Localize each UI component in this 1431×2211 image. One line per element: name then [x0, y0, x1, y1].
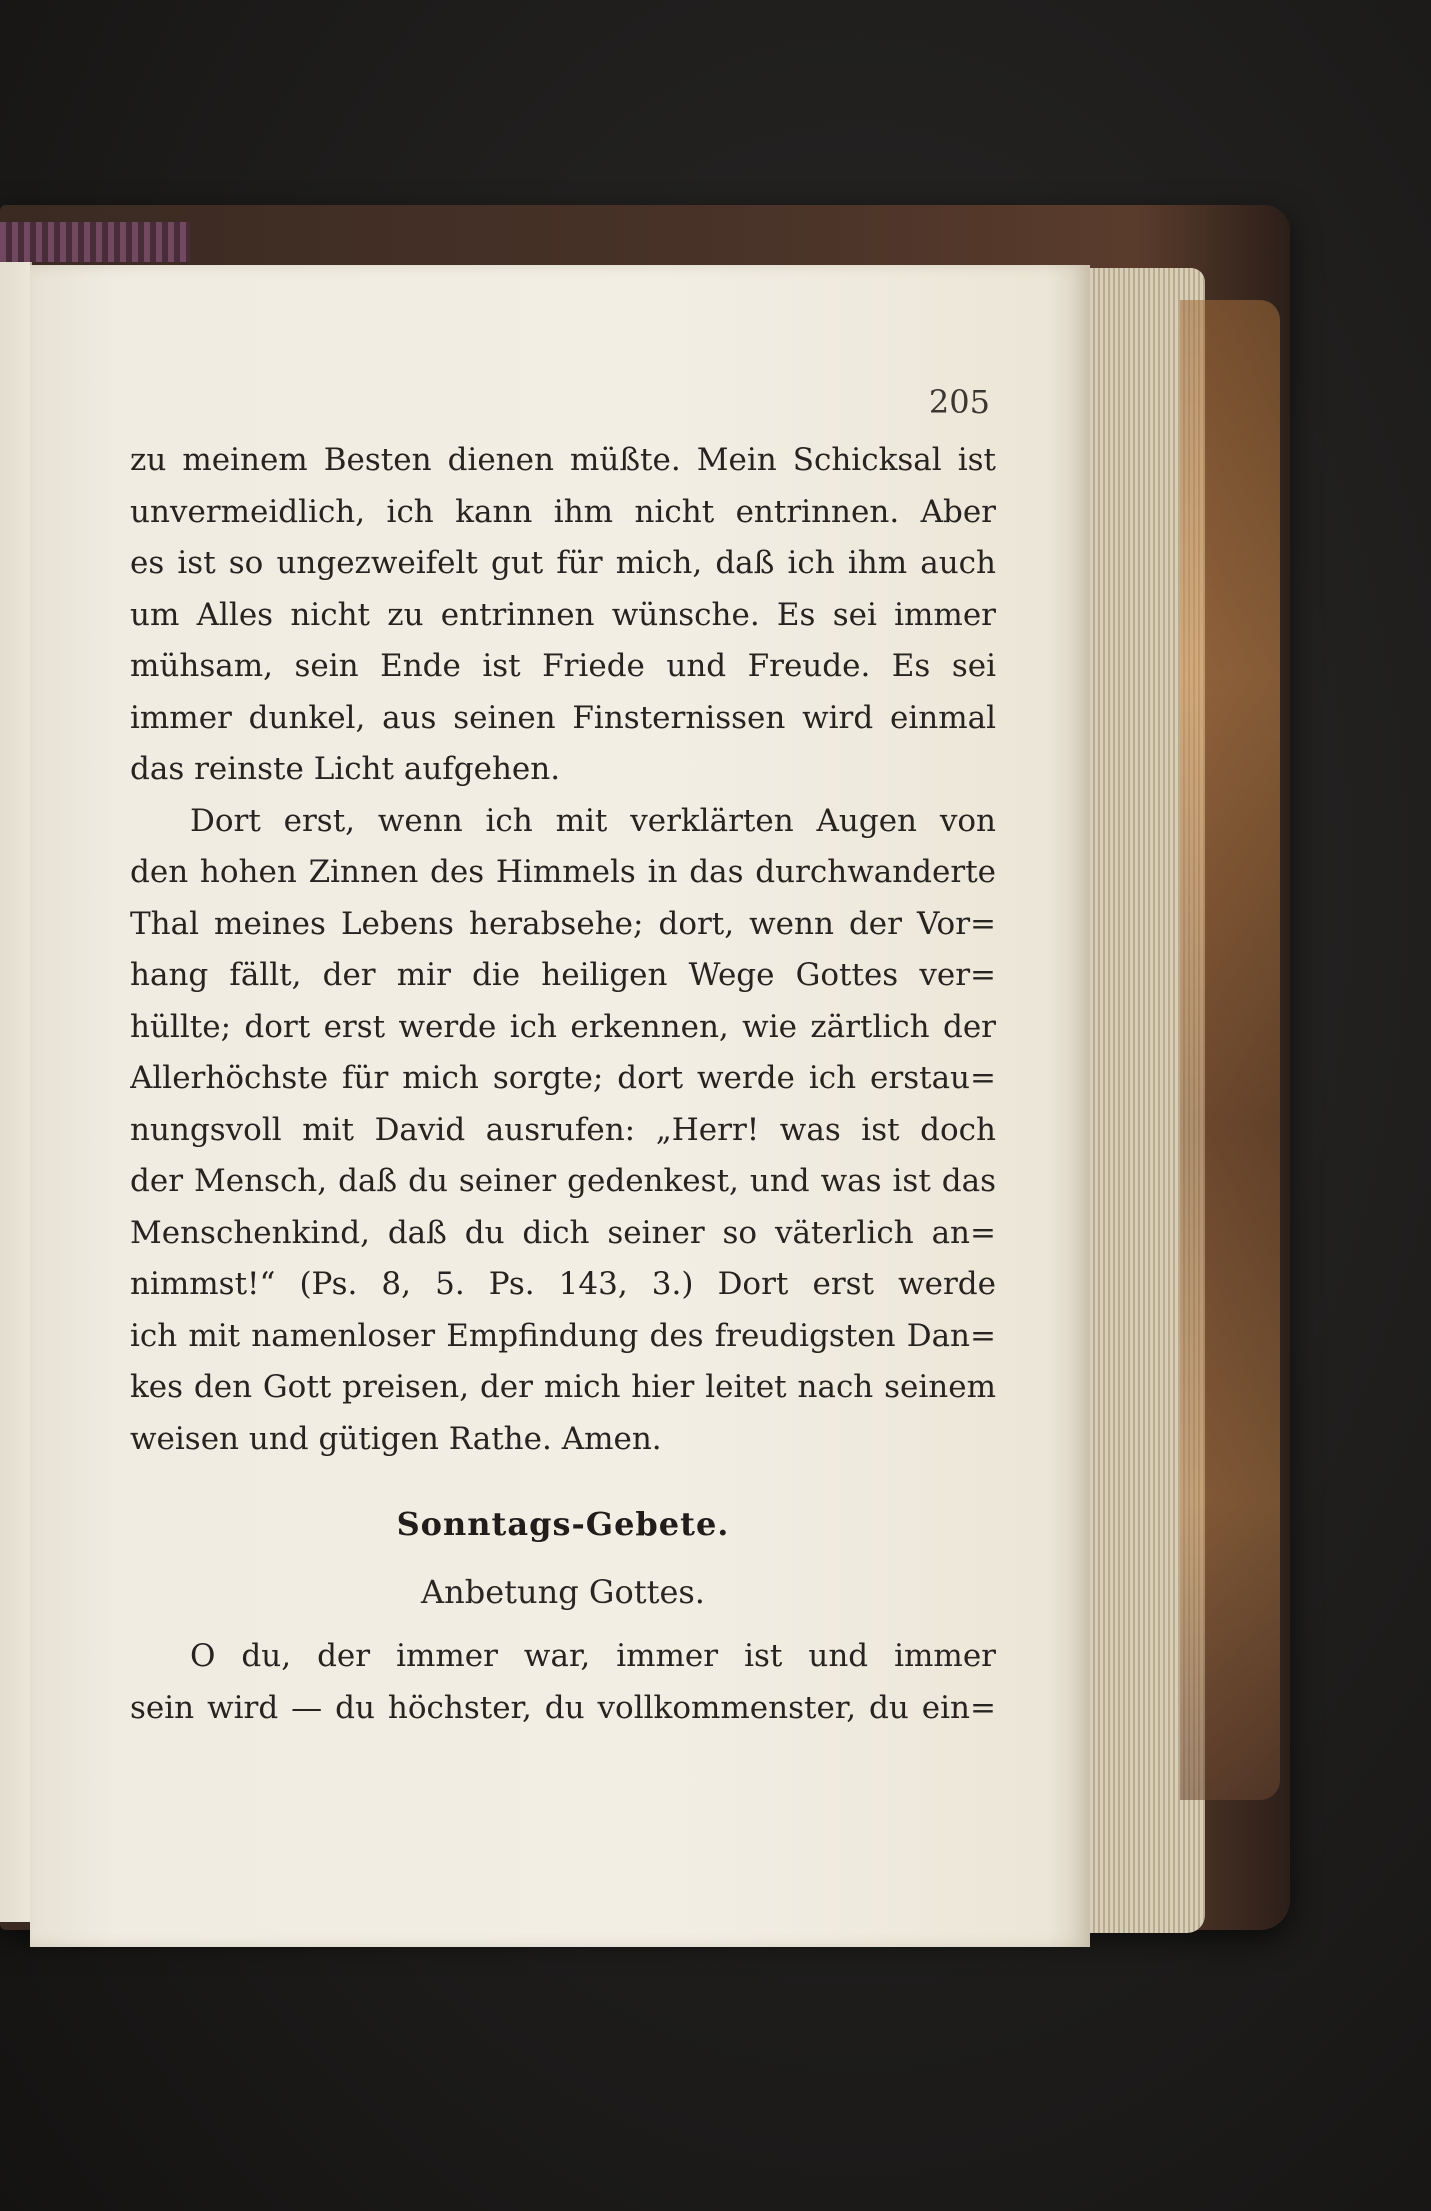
text-line: Allerhöchste für mich sorgte; dort werde ich erstau= — [130, 1060, 996, 1096]
text-line: den hohen Zinnen des Himmels in das durchwanderte — [130, 854, 996, 890]
text-line: sein wird — du höchster, du vollkommenster, du ein= — [130, 1689, 996, 1726]
text-line: immer dunkel, aus seinen Finsternissen wird einmal — [130, 699, 996, 736]
text-line: das reinste Licht aufgehen. — [130, 751, 561, 787]
spine-band — [0, 222, 190, 262]
text-line: hüllte; dort erst werde ich erkennen, wie zärtlich der — [130, 1008, 996, 1045]
text-line: Thal meines Lebens herabsehe; dort, wenn der Vor= — [130, 905, 996, 942]
text-line: um Alles nicht zu entrinnen wünsche. Es sei immer — [130, 596, 996, 633]
text-line: es ist so ungezweifelt gut für mich, daß ich ihm auch — [130, 545, 996, 581]
edge-stain — [1180, 300, 1280, 1800]
text-line: der Mensch, daß du seiner gedenkest, und was ist das — [130, 1163, 996, 1199]
text-line: zu meinem Besten dienen müßte. Mein Schicksal ist — [130, 442, 996, 478]
text-line: Dort erst, wenn ich mit verklärten Augen von — [190, 802, 996, 839]
paragraph-3 — [130, 1631, 996, 1734]
text-line: unvermeidlich, ich kann ihm nicht entrinnen. Aber — [130, 493, 996, 530]
book-page — [30, 265, 1090, 1947]
text-line: kes den Gott preisen, der mich hier leitet nach seinem — [130, 1369, 996, 1405]
text-line: O du, der immer war, immer ist und immer — [190, 1638, 996, 1674]
paragraph-1 — [130, 435, 996, 796]
text-line: hang fällt, der mir die heiligen Wege Gottes ver= — [130, 957, 996, 993]
facing-page-edge — [0, 262, 32, 1922]
paragraph-2 — [130, 796, 996, 1466]
text-line: ich mit namenloser Empfindung des freudigsten Dan= — [130, 1317, 996, 1354]
text-line: mühsam, sein Ende ist Friede und Freude. Es sei — [130, 648, 996, 684]
text-line: nungsvoll mit David ausrufen: „Herr! was ist doch — [130, 1111, 996, 1148]
text-line: Menschenkind, daß du dich seiner so väterlich an= — [130, 1214, 996, 1251]
body-text — [130, 435, 996, 1465]
section-heading: Sonntags-Gebete. — [396, 1505, 730, 1543]
sub-heading: Anbetung Gottes. — [421, 1573, 705, 1611]
page-number: 205 — [928, 383, 990, 421]
text-line: nimmst!“ (Ps. 8, 5. Ps. 143, 3.) Dort erst werde — [130, 1266, 996, 1302]
text-line: weisen und gütigen Rathe. Amen. — [130, 1420, 662, 1457]
